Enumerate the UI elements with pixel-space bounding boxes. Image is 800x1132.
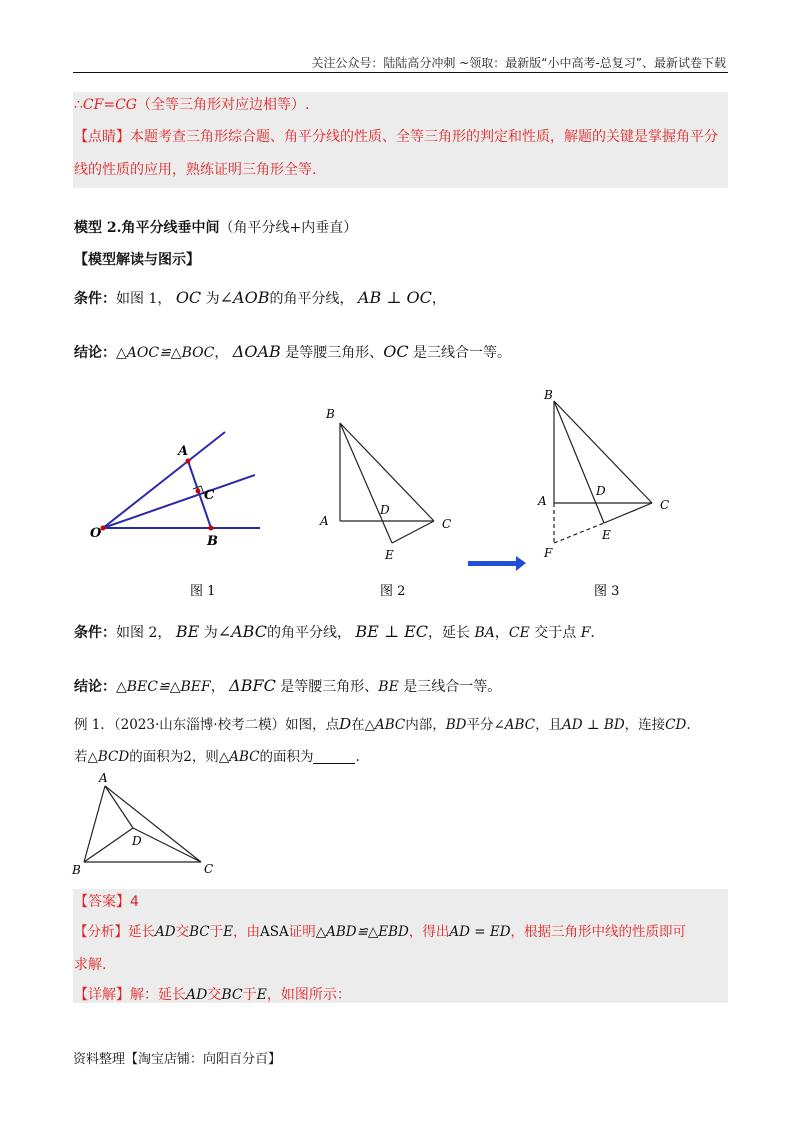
model-reading-title: 【模型解读与图示】 bbox=[74, 252, 200, 268]
answer-blank bbox=[313, 749, 355, 764]
fig1-label-a: A bbox=[178, 444, 189, 459]
dianjing-line-2: 线的性质的应用，熟练证明三角形全等. bbox=[74, 162, 317, 178]
answer-line: 【答案】4 bbox=[74, 894, 139, 910]
fig3-label-c: C bbox=[660, 498, 670, 512]
example-line-2: 若△BCD的面积为2，则△ABC的面积为 . bbox=[74, 749, 360, 765]
fig3-label-b: B bbox=[544, 388, 553, 402]
dianjing-line-1: 【点睛】本题考查三角形综合题、角平分线的性质、全等三角形的判定和性质，解题的关键是掌握角平分 bbox=[74, 129, 718, 145]
answer-tag: 【答案】 bbox=[74, 894, 130, 910]
fig2-label-c: C bbox=[442, 517, 452, 531]
example-label-a: A bbox=[99, 771, 108, 785]
example-label-d: D bbox=[132, 834, 142, 848]
fig2-label-d: D bbox=[380, 503, 390, 517]
header-divider bbox=[73, 72, 728, 73]
detail-tag: 【详解】 bbox=[74, 987, 130, 1003]
analysis-line-1: 【分析】延长AD交BC于E，由ASA证明△ABD≌△EBD，得出AD = ED，根据三角形中线的性质即可 bbox=[74, 924, 687, 940]
arrow-icon bbox=[468, 556, 526, 571]
page-footer: 资料整理【淘宝店铺：向阳百分百】 bbox=[73, 1052, 282, 1067]
fig2-label-b: B bbox=[326, 407, 335, 421]
example-line-1: 例 1．（2023·山东淄博·校考二模）如图，点D在△ABC内部，BD平分∠ABC，且AD ⊥ BD，连接CD. bbox=[74, 715, 691, 733]
fig3-label-f: F bbox=[544, 546, 553, 560]
page-header: 关注公众号：陆陆高分冲刺 ~领取：最新版“小中高考-总复习”、最新试卷下载 bbox=[311, 56, 726, 70]
example-label-b: B bbox=[72, 863, 81, 877]
figure-3 bbox=[537, 388, 669, 599]
condition-1: 条件：如图 1， OC 为∠AOB的角平分线， AB ⊥ OC， bbox=[74, 288, 446, 307]
fig1-caption: 图 1 bbox=[190, 584, 216, 599]
detail-line: 【详解】解：延长AD交BC于E，如图所示： bbox=[74, 987, 351, 1003]
model-figures bbox=[80, 385, 730, 605]
fig1-label-c: C bbox=[204, 488, 215, 503]
fig2-label-e: E bbox=[385, 548, 394, 562]
dianjing-tag: 【点睛】 bbox=[74, 129, 130, 145]
example-label-c: C bbox=[204, 862, 214, 876]
fig2-label-a: A bbox=[320, 514, 329, 528]
fig3-label-a: A bbox=[538, 494, 547, 508]
fig3-caption: 图 3 bbox=[594, 584, 620, 599]
fig1-label-b: B bbox=[207, 534, 218, 549]
analysis-line-2: 求解. bbox=[74, 957, 107, 973]
conclusion-1: 结论：△AOC≌△BOC， ΔOAB 是等腰三角形、OC 是三线合一等。 bbox=[74, 342, 512, 361]
conclusion-2: 结论：△BEC≌△BEF， ΔBFC 是等腰三角形、BE 是三线合一等。 bbox=[74, 676, 502, 695]
conclusion-line: ∴CF=CG（全等三角形对应边相等）. bbox=[74, 97, 310, 113]
fig3-label-e: E bbox=[602, 528, 611, 542]
fig1-label-o: O bbox=[90, 526, 102, 541]
example-figure bbox=[70, 770, 230, 880]
figure-1 bbox=[90, 432, 260, 599]
condition-2: 条件：如图 2， BE 为∠ABC的角平分线， BE ⊥ EC，延长 BA，CE 交于点 F. bbox=[74, 622, 595, 641]
analysis-tag: 【分析】 bbox=[74, 924, 128, 940]
model-title: 模型 2.角平分线垂中间（角平分线+内垂直） bbox=[74, 220, 358, 236]
fig2-caption: 图 2 bbox=[380, 584, 406, 599]
figure-2 bbox=[319, 407, 451, 599]
fig3-label-d: D bbox=[596, 484, 606, 498]
